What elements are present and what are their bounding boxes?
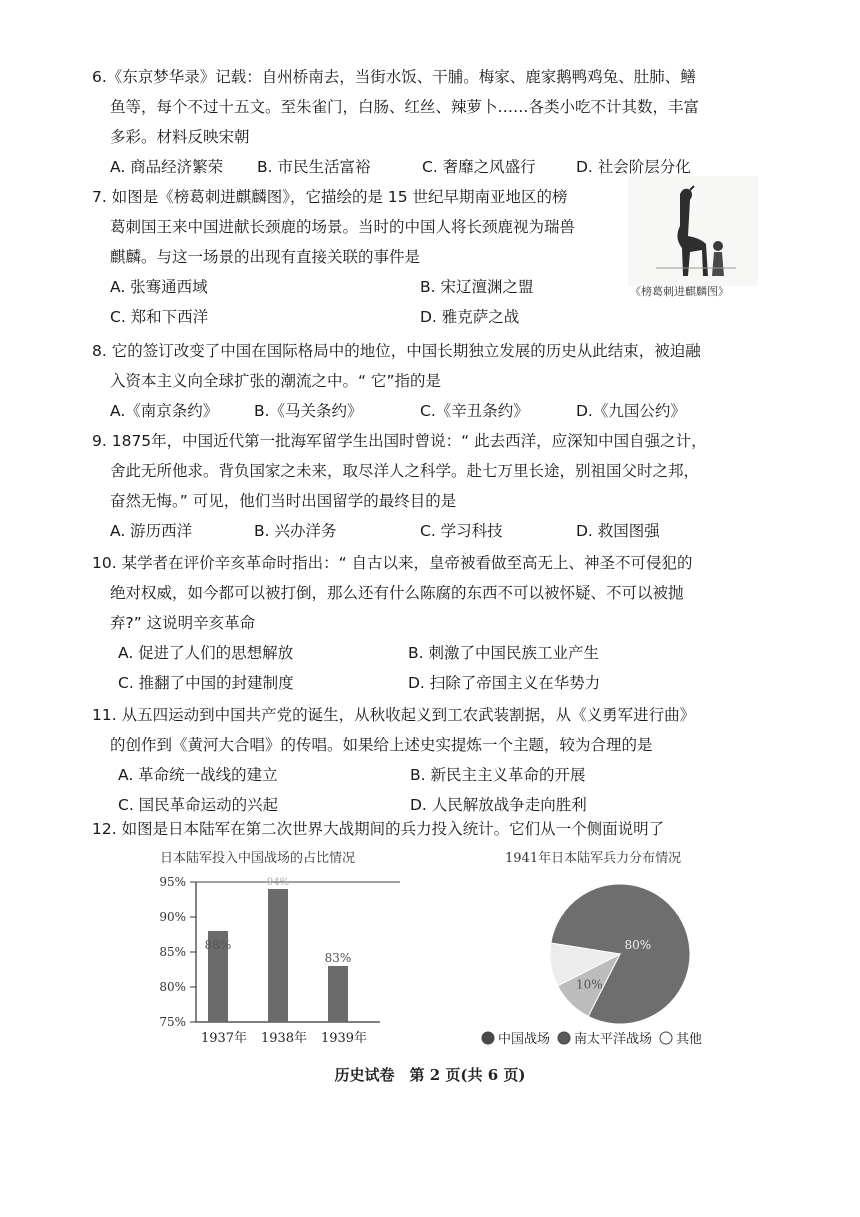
option-c[interactable]: C. 学习科技 <box>420 522 503 540</box>
question-text-line: 入资本主义向全球扩张的潮流之中。“ 它”指的是 <box>110 372 441 390</box>
question-text-line: 葛刺国王来中国进献长颈鹿的场景。当时的中国人将长颈鹿视为瑞兽 <box>110 218 576 236</box>
option-d[interactable]: D.《九国公约》 <box>576 402 686 420</box>
legend-label: 其他 <box>676 1032 703 1047</box>
question-12 <box>92 814 782 844</box>
option-a[interactable]: A. 革命统一战线的建立 <box>118 766 278 784</box>
question-11 <box>92 700 782 820</box>
question-text-line: 10. 某学者在评价辛亥革命时指出：“ 自古以来，皇帝被看做至高无上、神圣不可侵犯的 <box>92 554 693 572</box>
bar-data-label: 88% <box>204 938 232 952</box>
option-d[interactable]: D. 社会阶层分化 <box>576 158 691 176</box>
question-9 <box>92 426 782 546</box>
pie-chart-title: 1941年日本陆军兵力分布情况 <box>505 851 682 866</box>
x-category-label: 1939年 <box>320 1031 368 1046</box>
question-6 <box>92 62 782 182</box>
option-b[interactable]: B. 宋辽澶渊之盟 <box>420 278 534 296</box>
question-text-line: 多彩。材料反映宋朝 <box>110 128 250 146</box>
question-text-line: 绝对权威，如今都可以被打倒，那么还有什么陈腐的东西不可以被怀疑、不可以被抛 <box>110 584 684 602</box>
legend-label: 南太平洋战场 <box>574 1032 653 1047</box>
figure-caption: 《榜葛刺进麒麟图》 <box>630 285 729 298</box>
question-text-line: 8. 它的签订改变了中国在国际格局中的地位，中国长期独立发展的历史从此结束，被迫融 <box>92 342 701 360</box>
option-a[interactable]: A. 游历西洋 <box>110 522 193 540</box>
y-tick-label: 80% <box>159 980 186 994</box>
pie-slice-label: 10% <box>575 977 603 992</box>
question-text-line: 奋然无悔。” 可见，他们当时出国留学的最终目的是 <box>110 492 457 510</box>
x-category-label: 1937年 <box>200 1031 248 1046</box>
legend-swatch <box>558 1032 570 1044</box>
option-d[interactable]: D. 雅克萨之战 <box>420 308 520 326</box>
option-c[interactable]: C. 国民革命运动的兴起 <box>118 796 279 814</box>
option-c[interactable]: C. 郑和下西洋 <box>110 308 209 326</box>
legend-swatch <box>482 1032 494 1044</box>
option-b[interactable]: B. 刺激了中国民族工业产生 <box>408 644 599 662</box>
option-a[interactable]: A. 促进了人们的思想解放 <box>118 644 294 662</box>
y-tick-label: 95% <box>159 875 186 889</box>
question-text-line: 鱼等，每个不过十五文。至朱雀门，白肠、红丝、辣萝卜……各类小吃不计其数，丰富 <box>110 98 700 116</box>
question-10 <box>92 548 782 698</box>
option-c[interactable]: C. 奢靡之风盛行 <box>422 158 536 176</box>
y-tick-label: 85% <box>159 945 186 959</box>
options-row <box>92 668 782 698</box>
options-row <box>92 760 782 790</box>
question-text-line: 弃?” 这说明辛亥革命 <box>110 614 256 632</box>
x-category-label: 1938年 <box>260 1031 308 1046</box>
option-a[interactable]: A. 张骞通西域 <box>110 278 208 296</box>
question-text-line: 麒麟。与这一场景的出现有直接关联的事件是 <box>110 248 421 266</box>
option-d[interactable]: D. 救国图强 <box>576 522 660 540</box>
option-b[interactable]: B. 新民主主义革命的开展 <box>410 766 586 784</box>
option-b[interactable]: B.《马关条约》 <box>254 402 363 420</box>
question-text-line: 6.《东京梦华录》记载：自州桥南去，当街水饭、干脯。梅家、鹿家鹅鸭鸡兔、肚肺、鳝 <box>92 68 696 86</box>
bar-data-label: 83% <box>324 951 352 965</box>
question-8 <box>92 336 782 426</box>
army-statistics-charts <box>150 842 770 1057</box>
option-d[interactable]: D. 人民解放战争走向胜利 <box>410 796 587 814</box>
options-row <box>92 638 782 668</box>
bar-1938年 <box>268 889 288 1022</box>
option-b[interactable]: B. 兴办洋务 <box>254 522 337 540</box>
option-b[interactable]: B. 市民生活富裕 <box>257 158 371 176</box>
question-text-line: 11. 从五四运动到中国共产党的诞生，从秋收起义到工农武装割据，从《义勇军进行曲》 <box>92 706 696 724</box>
question-text-line: 7. 如图是《榜葛刺进麒麟图》，它描绘的是 15 世纪早期南亚地区的榜 <box>92 188 568 206</box>
options-row <box>92 302 782 332</box>
legend-label: 中国战场 <box>498 1032 551 1047</box>
option-a[interactable]: A. 商品经济繁荣 <box>110 158 224 176</box>
bar-data-label: 94% <box>266 877 290 888</box>
bar-chart-title: 日本陆军投入中国战场的占比情况 <box>160 851 356 866</box>
option-c[interactable]: C.《辛丑条约》 <box>420 402 529 420</box>
pie-slice-label: 80% <box>624 937 652 952</box>
question-text-line: 的创作到《黄河大合唱》的传唱。如果给上述史实提炼一个主题，较为合理的是 <box>110 736 653 754</box>
y-tick-label: 90% <box>159 910 186 924</box>
option-c[interactable]: C. 推翻了中国的封建制度 <box>118 674 294 692</box>
y-tick-label: 75% <box>159 1015 186 1029</box>
option-d[interactable]: D. 扫除了帝国主义在华势力 <box>408 674 601 692</box>
page-footer: 历史试卷 第 2 页(共 6 页) <box>334 1066 526 1084</box>
options-row <box>92 396 782 426</box>
legend-swatch <box>660 1032 672 1044</box>
option-a[interactable]: A.《南京条约》 <box>110 402 219 420</box>
question-text-line: 舍此无所他求。背负国家之未来，取尽洋人之科学。赴七万里长途，别祖国父时之邦， <box>110 462 700 480</box>
bar-1939年 <box>328 966 348 1022</box>
options-row <box>92 516 782 546</box>
question-text-line: 9. 1875年，中国近代第一批海军留学生出国时曾说：“ 此去西洋，应深知中国自强之计， <box>92 432 707 450</box>
question-text-line: 12. 如图是日本陆军在第二次世界大战期间的兵力投入统计。它们从一个侧面说明了 <box>92 820 665 838</box>
